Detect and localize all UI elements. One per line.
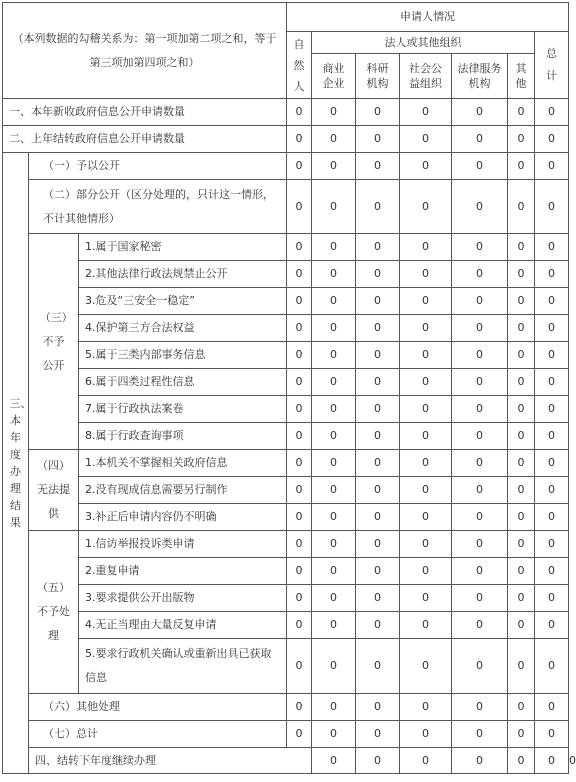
cell-value: 0 <box>452 612 508 639</box>
cell-value: 0 <box>356 261 400 288</box>
row-label: 2.其他法律行政法规禁止公开 <box>79 261 287 288</box>
cell-value: 0 <box>452 315 508 342</box>
cell-value: 0 <box>535 153 569 180</box>
table-row: 四、结转下年度继续办理 0 0 0 0 0 0 0 <box>3 748 569 774</box>
cell-value: 0 <box>535 504 569 531</box>
applications-table <box>2 2 576 774</box>
cell-value: 0 <box>287 234 312 261</box>
cell-value: 0 <box>535 721 569 748</box>
section3-label-text: 三、本年度办理结果 <box>9 397 32 529</box>
cell-value: 0 <box>312 180 356 234</box>
table-row <box>3 450 569 477</box>
cell-value: 0 <box>452 558 508 585</box>
cell-value: 0 <box>287 342 312 369</box>
cell-value: 0 <box>400 261 452 288</box>
commercial-header: 商业企业 <box>312 54 356 99</box>
cell-value: 0 <box>312 694 356 721</box>
cell-value: 0 <box>400 450 452 477</box>
cell-value: 0 <box>508 288 535 315</box>
row-label: （二）部分公开（区分处理的，只计这一情形，不计其他情形） <box>29 180 287 234</box>
cell-value: 0 <box>535 396 569 423</box>
cell-value: 0 <box>312 558 356 585</box>
group4-label: （四）无法提供 <box>29 450 79 531</box>
cell-value: 0 <box>287 369 312 396</box>
cell-value: 0 <box>400 585 452 612</box>
legal-service-header: 法律服务机构 <box>452 54 508 99</box>
cell-value: 0 <box>535 342 569 369</box>
cell-value: 0 <box>356 450 400 477</box>
group5-label: （五）不予处理 <box>29 531 79 694</box>
total-header: 总计 <box>535 32 569 99</box>
cell-value: 0 <box>508 180 535 234</box>
cell-value: 0 <box>356 315 400 342</box>
cell-value: 0 <box>312 342 356 369</box>
cell-value: 0 <box>535 180 569 234</box>
cell-value: 0 <box>287 180 312 234</box>
table-row <box>3 423 569 450</box>
cell-value: 0 <box>535 450 569 477</box>
row-label: 4.无正当理由大量反复申请 <box>79 612 287 639</box>
cell-value: 0 <box>312 721 356 748</box>
cell-value: 0 <box>508 585 535 612</box>
cell-value: 0 <box>452 423 508 450</box>
cell-value: 0 <box>400 234 452 261</box>
cell-value: 0 <box>400 153 452 180</box>
cell-value: 0 <box>312 261 356 288</box>
cell-value: 0 <box>400 721 452 748</box>
cell-value: 0 <box>356 612 400 639</box>
cell-value: 0 <box>508 315 535 342</box>
cell-value: 0 <box>508 531 535 558</box>
research-header: 科研机构 <box>356 54 400 99</box>
cell-value: 0 <box>312 423 356 450</box>
cell-value: 0 <box>287 477 312 504</box>
group3-label: （三）不予公开 <box>29 234 79 450</box>
cell-value: 0 <box>287 612 312 639</box>
cell-value: 0 <box>312 477 356 504</box>
table-row <box>3 585 569 612</box>
cell-value: 0 <box>452 288 508 315</box>
row-label: （六）其他处理 <box>29 694 287 721</box>
row-label: 一、本年新收政府信息公开申请数量 <box>3 99 287 126</box>
table-row <box>3 99 569 126</box>
table-row <box>3 180 569 234</box>
cell-value: 0 <box>535 694 569 721</box>
cell-value: 0 <box>452 477 508 504</box>
cell-value: 0 <box>287 153 312 180</box>
cell-value: 0 <box>535 531 569 558</box>
cell-value: 0 <box>287 423 312 450</box>
cell-value: 0 <box>356 694 400 721</box>
cell-value: 0 <box>287 558 312 585</box>
cell-value: 0 <box>287 585 312 612</box>
cell-value: 0 <box>287 396 312 423</box>
section3-label <box>3 153 32 774</box>
table-row <box>3 558 569 585</box>
legal-person-group-header: 法人或其他组织 <box>312 32 535 54</box>
cell-value: 0 <box>356 180 400 234</box>
cell-value: 0 <box>452 396 508 423</box>
cell-value: 0 <box>356 504 400 531</box>
row-label: （一）予以公开 <box>29 153 287 180</box>
cell-value: 0 <box>452 748 508 774</box>
natural-person-header: 自然人 <box>287 32 312 99</box>
cell-value: 0 <box>400 288 452 315</box>
table-row <box>3 261 569 288</box>
row-label: 1.属于国家秘密 <box>79 234 287 261</box>
cell-value: 0 <box>400 396 452 423</box>
row-label: 4.保护第三方合法权益 <box>79 315 287 342</box>
applicant-situation-header: 申请人情况 <box>287 3 569 32</box>
cell-value: 0 <box>508 369 535 396</box>
cell-value: 0 <box>312 369 356 396</box>
row-label: 8.属于行政查询事项 <box>79 423 287 450</box>
cell-value: 0 <box>312 396 356 423</box>
row-label: 6.属于四类过程性信息 <box>79 369 287 396</box>
cell-value: 0 <box>535 585 569 612</box>
cell-value: 0 <box>452 504 508 531</box>
table-row <box>3 694 569 721</box>
cell-value: 0 <box>356 99 400 126</box>
cell-value: 0 <box>400 126 452 153</box>
row-label: 5.属于三类内部事务信息 <box>79 342 287 369</box>
table-row <box>3 639 569 694</box>
cell-value: 0 <box>508 396 535 423</box>
cell-value: 0 <box>356 477 400 504</box>
cell-value: 0 <box>400 477 452 504</box>
cell-value: 0 <box>356 126 400 153</box>
cell-value: 0 <box>452 531 508 558</box>
table-row <box>3 126 569 153</box>
cell-value: 0 <box>356 558 400 585</box>
cell-value: 0 <box>452 721 508 748</box>
cell-value: 0 <box>312 639 356 694</box>
cell-value: 0 <box>312 234 356 261</box>
row-label: 二、上年结转政府信息公开申请数量 <box>3 126 287 153</box>
row-label: 四、结转下年度继续办理 <box>29 748 312 774</box>
cell-value: 0 <box>400 369 452 396</box>
cell-value: 0 <box>508 477 535 504</box>
row-label: 7.属于行政执法案卷 <box>79 396 287 423</box>
table-row <box>3 369 569 396</box>
cell-value: 0 <box>287 261 312 288</box>
row-label: （七）总计 <box>29 721 287 748</box>
cell-value: 0 <box>287 450 312 477</box>
cell-value: 0 <box>287 504 312 531</box>
cell-value: 0 <box>535 369 569 396</box>
cell-value: 0 <box>452 153 508 180</box>
cell-value: 0 <box>508 748 535 774</box>
cell-value: 0 <box>312 153 356 180</box>
cell-value: 0 <box>356 721 400 748</box>
table-row <box>3 531 569 558</box>
cell-value: 0 <box>356 369 400 396</box>
cell-value: 0 <box>356 234 400 261</box>
cell-value: 0 <box>400 639 452 694</box>
cell-value: 0 <box>452 342 508 369</box>
table-row <box>3 504 569 531</box>
cell-value: 0 <box>508 558 535 585</box>
cell-value: 0 <box>400 423 452 450</box>
cell-value: 0 <box>535 315 569 342</box>
table-row <box>3 315 569 342</box>
table-row <box>3 477 569 504</box>
cell-value: 0 <box>312 126 356 153</box>
cell-value: 0 <box>452 639 508 694</box>
cell-value: 0 <box>312 531 356 558</box>
cell-value: 0 <box>452 369 508 396</box>
cell-value: 0 <box>312 99 356 126</box>
row-label: 3.补正后申请内容仍不明确 <box>79 504 287 531</box>
cell-value: 0 <box>287 694 312 721</box>
cell-value: 0 <box>535 477 569 504</box>
cell-value: 0 <box>508 342 535 369</box>
cell-value: 0 <box>287 721 312 748</box>
cell-value: 0 <box>287 288 312 315</box>
table-row <box>3 288 569 315</box>
cell-value: 0 <box>312 612 356 639</box>
cell-value: 0 <box>312 504 356 531</box>
cell-value: 0 <box>452 585 508 612</box>
cell-value: 0 <box>535 261 569 288</box>
table-row <box>3 396 569 423</box>
table-row <box>3 342 569 369</box>
row-label: 2.重复申请 <box>79 558 287 585</box>
cell-value: 0 <box>356 748 400 774</box>
row-label: 3.要求提供公开出版物 <box>79 585 287 612</box>
cell-value: 0 <box>452 261 508 288</box>
cell-value: 0 <box>508 639 535 694</box>
social-header: 社会公益组织 <box>400 54 452 99</box>
cell-value: 0 <box>452 180 508 234</box>
cell-value: 0 <box>535 748 569 774</box>
cell-value: 0 <box>312 315 356 342</box>
cell-value: 0 <box>508 261 535 288</box>
cell-value: 0 <box>356 639 400 694</box>
cell-value: 0 <box>508 234 535 261</box>
cell-value: 0 <box>400 315 452 342</box>
cell-value: 0 <box>287 639 312 694</box>
cell-value: 0 <box>508 126 535 153</box>
cell-value: 0 <box>508 612 535 639</box>
cell-value: 0 <box>356 531 400 558</box>
row-label: 1.本机关不掌握相关政府信息 <box>79 450 287 477</box>
table-row <box>3 721 569 748</box>
cell-value: 0 <box>356 396 400 423</box>
cell-value: 0 <box>400 504 452 531</box>
row-label: 1.信访举报投诉类申请 <box>79 531 287 558</box>
cell-value: 0 <box>508 99 535 126</box>
cell-value: 0 <box>535 288 569 315</box>
cell-value: 0 <box>452 234 508 261</box>
cell-value: 0 <box>400 748 452 774</box>
cell-value: 0 <box>400 694 452 721</box>
cell-value: 0 <box>535 234 569 261</box>
table-row <box>3 153 569 180</box>
cell-value: 0 <box>287 99 312 126</box>
cell-value: 0 <box>356 342 400 369</box>
cell-value: 0 <box>508 423 535 450</box>
cell-value: 0 <box>535 423 569 450</box>
row-label: 2.没有现成信息需要另行制作 <box>79 477 287 504</box>
cell-value: 0 <box>356 585 400 612</box>
cell-value: 0 <box>452 450 508 477</box>
cell-value: 0 <box>356 153 400 180</box>
table-row <box>3 612 569 639</box>
cell-value: 0 <box>400 342 452 369</box>
cell-value: 0 <box>535 126 569 153</box>
cell-value: 0 <box>508 694 535 721</box>
cell-value: 0 <box>508 721 535 748</box>
cell-value: 0 <box>400 612 452 639</box>
cell-value: 0 <box>287 126 312 153</box>
other-header: 其他 <box>508 54 535 99</box>
cell-value: 0 <box>508 450 535 477</box>
cell-value: 0 <box>535 558 569 585</box>
cell-value: 0 <box>287 315 312 342</box>
cell-value: 0 <box>452 694 508 721</box>
cell-value: 0 <box>452 126 508 153</box>
cell-value: 0 <box>400 558 452 585</box>
cell-value: 0 <box>312 748 356 774</box>
cell-value: 0 <box>312 585 356 612</box>
cell-value: 0 <box>400 180 452 234</box>
cell-value: 0 <box>356 423 400 450</box>
cell-value: 0 <box>508 153 535 180</box>
cell-value: 0 <box>400 99 452 126</box>
row-label: 5.要求行政机关确认或重新出具已获取信息 <box>79 639 287 694</box>
cell-value: 0 <box>312 450 356 477</box>
cell-value: 0 <box>400 531 452 558</box>
table-row <box>3 234 569 261</box>
cell-value: 0 <box>356 288 400 315</box>
cell-value: 0 <box>287 531 312 558</box>
cell-value: 0 <box>535 99 569 126</box>
cell-value: 0 <box>312 288 356 315</box>
table-note: （本列数据的勾稽关系为：第一项加第二项之和，等于第三项加第四项之和） <box>3 3 287 99</box>
cell-value: 0 <box>452 99 508 126</box>
cell-value: 0 <box>535 612 569 639</box>
cell-value: 0 <box>508 504 535 531</box>
cell-value: 0 <box>535 639 569 694</box>
row-label: 3.危及“三安全一稳定” <box>79 288 287 315</box>
